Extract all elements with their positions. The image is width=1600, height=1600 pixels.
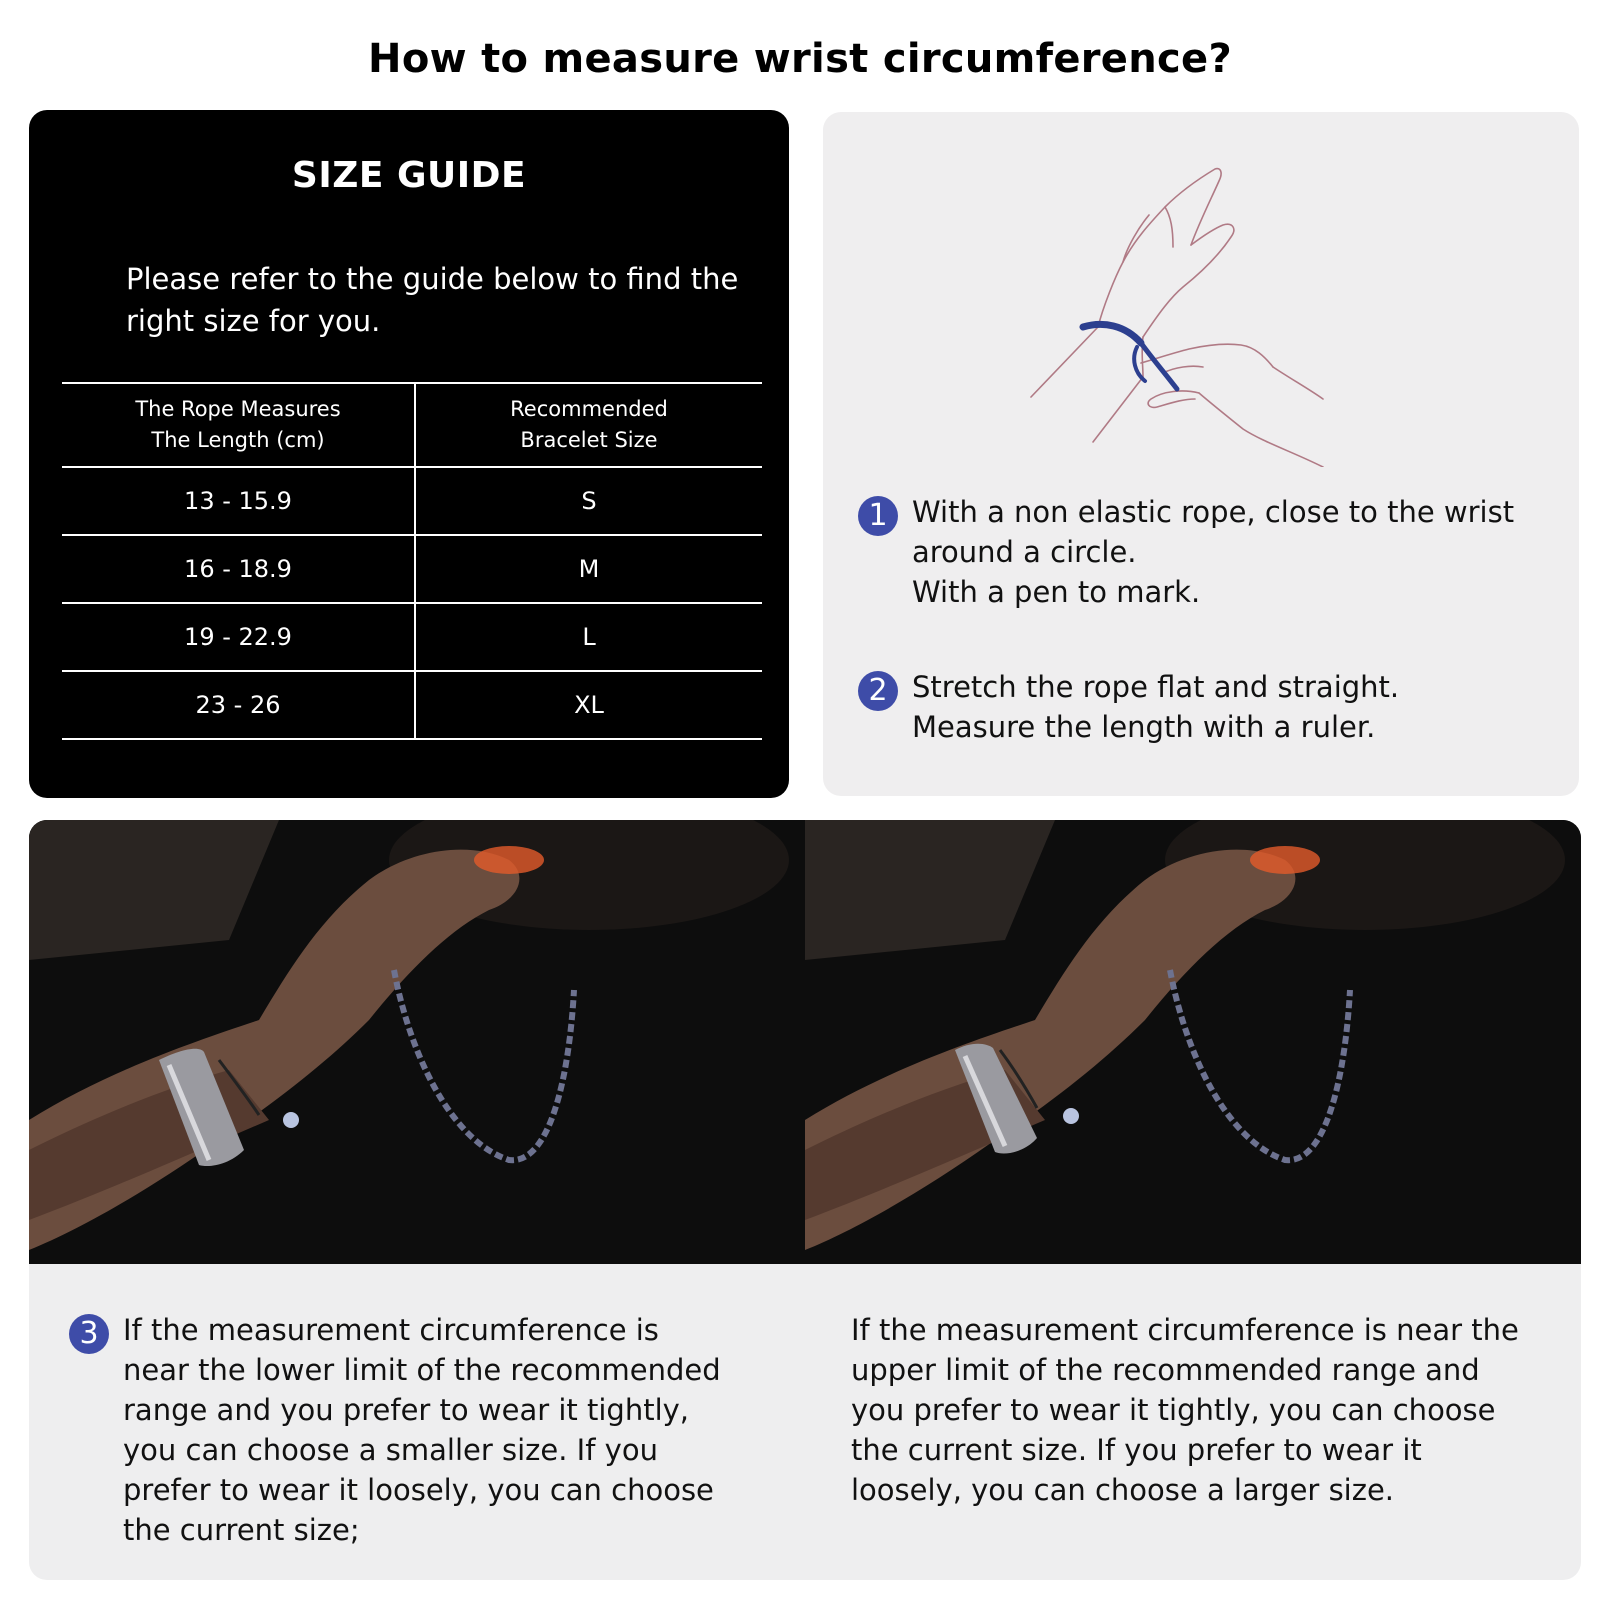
step-1-text: With a non elastic rope, close to the wrist around a circle. With a pen to mark. bbox=[912, 495, 1515, 609]
table-row bbox=[62, 671, 762, 739]
size-guide-intro: Please refer to the guide below to find the right size for you. bbox=[126, 262, 739, 338]
size-cell: S bbox=[415, 467, 762, 535]
size-table-header-row bbox=[62, 383, 762, 467]
column-header-size: Recommended Bracelet Size bbox=[415, 383, 762, 467]
fit-notes-panel bbox=[29, 820, 1581, 1580]
table-row bbox=[62, 603, 762, 671]
wrist-bracelet-photo-icon bbox=[805, 820, 1581, 1264]
step-2-number-badge: 2 bbox=[858, 671, 898, 711]
length-cell: 13 - 15.9 bbox=[62, 467, 415, 535]
page-title: How to measure wrist circumference? bbox=[368, 36, 1232, 82]
hand-measuring-wrist-illustration bbox=[1023, 167, 1343, 467]
note-upper-limit bbox=[851, 1310, 1531, 1510]
instructions-card bbox=[823, 112, 1579, 796]
size-cell: XL bbox=[415, 671, 762, 739]
step-1-number-badge: 1 bbox=[858, 496, 898, 536]
size-cell: M bbox=[415, 535, 762, 603]
length-cell: 16 - 18.9 bbox=[62, 535, 415, 603]
wrist-bracelet-photo-right bbox=[805, 820, 1581, 1264]
note-upper-limit-text: If the measurement circumference is near the upper limit of the recommended range and you prefer to wear it tightly, you can choose the current size. If you prefer to wear it loosely, you can choose a larger size. bbox=[851, 1313, 1519, 1507]
step-1 bbox=[858, 492, 1558, 612]
table-row bbox=[62, 535, 762, 603]
note-lower-limit bbox=[69, 1310, 729, 1550]
size-guide-card bbox=[29, 110, 789, 798]
note-lower-limit-text: If the measurement circumference is near the lower limit of the recommended range and you prefer to wear it tightly, you can choose a smaller size. If you prefer to wear it loosely, you can choose the current size; bbox=[123, 1313, 721, 1547]
wrist-bracelet-photo-icon bbox=[29, 820, 805, 1264]
size-table bbox=[62, 382, 762, 740]
column-header-length: The Rope Measures The Length (cm) bbox=[62, 383, 415, 467]
wrist-bracelet-photo-left bbox=[29, 820, 805, 1264]
length-cell: 23 - 26 bbox=[62, 671, 415, 739]
table-row bbox=[62, 467, 762, 535]
step-3-number-badge: 3 bbox=[69, 1314, 109, 1354]
size-cell: L bbox=[415, 603, 762, 671]
size-guide-heading: SIZE GUIDE bbox=[291, 155, 527, 196]
step-2-text: Stretch the rope flat and straight. Measure the length with a ruler. bbox=[912, 670, 1400, 744]
length-cell: 19 - 22.9 bbox=[62, 603, 415, 671]
step-2 bbox=[858, 667, 1558, 747]
